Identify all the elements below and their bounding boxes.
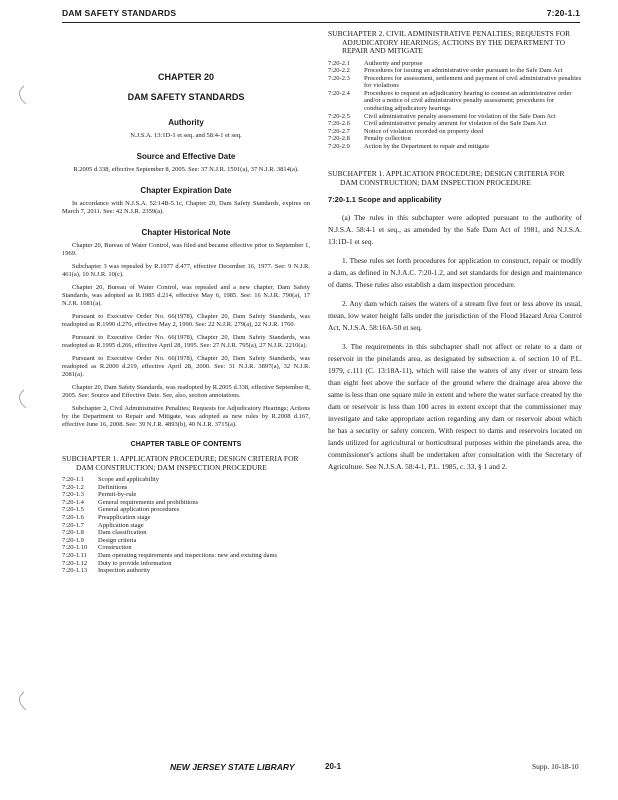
header-section-number: 7:20-1.1 xyxy=(546,8,580,18)
right-column xyxy=(328,30,582,480)
history-note: Subchapter 2, Civil Administrative Penalties; Requests for Adjudicatory Hearings; Actions by the Department to Repair and Mitigate, was adopted as new rules by R.2008 d.167, effective June 16, 2008. See: 39 N.J.R. 4893(b), 40 N.J.R. 3715(a). xyxy=(62,405,310,428)
toc-entry: 7:20-2.1 Authority and purpose xyxy=(328,59,423,67)
toc-entry: 7:20-2.6 Civil administrative penalty amount for violation of the Safe Dam Act xyxy=(328,120,547,128)
toc-subchapter-2-list xyxy=(328,60,582,151)
history-note: Subchapter 3 was repealed by R.1977 d.477, effective December 16, 1977. See: 9 N.J.R. 461(a), 10 N.J.R. 10(c). xyxy=(62,263,310,278)
toc-entry: 7:20-1.5 General application procedures xyxy=(62,506,180,514)
toc-entry: 7:20-1.7 Application stage xyxy=(62,521,144,529)
toc-entry: 7:20-2.4 Procedures to request an adjudicatory hearing to contest an administrative order and/or a notice of civil administrative penalty assessment; procedures for conducting adjudicatory hearings xyxy=(328,89,572,113)
subchapter-1-heading: SUBCHAPTER 1. APPLICATION PROCEDURE; DESIGN CRITERIA FOR DAM CONSTRUCTION; DAM INSPECTION PROCEDURE xyxy=(328,168,565,187)
header-title: DAM SAFETY STANDARDS xyxy=(62,8,177,18)
binder-hole-mark-icon xyxy=(10,388,36,410)
toc-entry: 7:20-1.9 Design criteria xyxy=(62,536,137,544)
page-number: 20-1 xyxy=(325,762,342,771)
toc-entry: 7:20-2.8 Penalty collection xyxy=(328,135,411,143)
body-paragraph: 1. These rules set forth procedures for application to construct, repair or modify a dam, as defined in N.J.A.C. 7:20-1.2, and set standards for design and maintenance of dams. These rules also establish a dam inspection procedure. xyxy=(328,255,582,289)
toc-subchapter-1-list xyxy=(62,476,310,575)
section-heading: 7:20-1.1 Scope and applicability xyxy=(328,194,442,204)
toc-entry: 7:20-1.6 Preapplication stage xyxy=(62,513,151,521)
toc-entry: 7:20-1.13 Inspection authority xyxy=(62,567,151,575)
history-note: Chapter 20, Bureau of Water Control, was filed and became effective prior to September 1, 1969. xyxy=(62,242,310,257)
chapter-number: CHAPTER 20 xyxy=(157,72,214,82)
expiration-text: In accordance with N.J.S.A. 52:14B-5.1c, Chapter 20, Dam Safety Standards, expires on March 7, 2011. See: 42 N.J.R. 2359(a). xyxy=(62,200,310,215)
toc-entry: 7:20-2.3 Procedures for assessment, settlement and payment of civil administrative penalties for violations xyxy=(328,74,582,90)
body-paragraph: (a) The rules in this subchapter were adopted pursuant to the authority of N.J.S.A. 58:4-1 et seq., as amended by the Safe Dam Act of 1981, and N.J.S.A. 13:1D-1 et seq. xyxy=(328,212,582,246)
body-paragraph: 3. The requirements in this subchapter shall not affect or relate to a dam or reservoir in the pinelands area, as designated by subsection a. of section 10 of P.L. 1979, c.111 (C. 13:18A-11), which will raise the waters of any river or stream less than eight feet above the surface of the ground where the drainage area above the same is less than one square mile in extent and where the water surface created by the dam or reservoir is less than 100 acres in extent except that the commissioner may investigate and take appropriate action regarding any dam or reservoir about which he has a security or safety concern. With respect to dams and reservoirs located on lands utilized for agricultural or horticultural purposes within the pinelands area, the commissioner's actions shall be undertaken after consultation with the Secretary of Agriculture. See N.J.S.A. 58:4-1, P.L. 1985, c. 33, § 1 and 2. xyxy=(328,341,582,471)
toc-entry: 7:20-1.10 Construction xyxy=(62,544,132,552)
history-note: Chapter 20, Dam Safety Standards, was readopted by R.2005 d.338, effective September 8, 2005. See: Source and Effective Date. See, also, section annotations. xyxy=(62,384,310,399)
toc-entry: 7:20-1.11 Dam operating requirements and inspections: new and existing dams xyxy=(62,551,278,559)
toc-entry: 7:20-1.8 Dam classification xyxy=(62,529,147,537)
history-note: Chapter 20, Bureau of Water Control, was repealed and a new chapter, Dam Safety Standards, was adopted as R.1985 d.214, effective May 6, 1985. See: 16 N.J.R. 790(a), 17 N.J.R. 1081(a). xyxy=(62,284,310,307)
toc-entry: 7:20-1.12 Duty to provide information xyxy=(62,559,172,567)
library-stamp: NEW JERSEY STATE LIBRARY xyxy=(170,762,295,772)
toc-entry: 7:20-1.4 General requirements and prohibitions xyxy=(62,498,199,506)
authority-text: N.J.S.A. 13:1D-1 et seq. and 58:4-1 et seq. xyxy=(130,132,242,139)
toc-heading: CHAPTER TABLE OF CONTENTS xyxy=(130,441,242,448)
binder-hole-mark-icon xyxy=(10,690,36,712)
source-text: R.2005 d.338, effective September 8, 2005. See: 37 N.J.R. 1591(a), 37 N.J.R. 3814(a). xyxy=(73,166,299,173)
chapter-title: DAM SAFETY STANDARDS xyxy=(127,92,245,102)
header-rule xyxy=(62,22,580,23)
body-paragraph: 2. Any dam which raises the waters of a stream five feet or less above its usual, mean, low water height falls under the jurisdiction of the Flood Hazard Area Control Act, N.J.S.A. 58:16A-50 et seq. xyxy=(328,298,582,332)
toc-entry: 7:20-2.2 Procedures for issuing an administrative order pursuant to the Safe Dam Act xyxy=(328,67,563,75)
supplement-date: Supp. 10-18-10 xyxy=(532,762,579,771)
toc-entry: 7:20-2.7 Notice of violation recorded on property deed xyxy=(328,127,484,135)
history-note: Pursuant to Executive Order No. 66(1978), Chapter 20, Dam Safety Standards, was readopted as R.2000 d.219, effective April 28, 2000. See: 31 N.J.R. 3897(a), 32 N.J.R. 2081(a). xyxy=(62,355,310,378)
running-header xyxy=(62,8,580,22)
toc-entry: 7:20-1.1 Scope and applicability xyxy=(62,476,160,483)
authority-heading: Authority xyxy=(168,118,204,127)
history-heading: Chapter Historical Note xyxy=(141,228,231,237)
expiration-heading: Chapter Expiration Date xyxy=(140,186,232,195)
toc-entry: 7:20-1.3 Permit-by-rule xyxy=(62,491,137,499)
binder-hole-mark-icon xyxy=(10,84,36,106)
history-note: Pursuant to Executive Order No. 66(1978), Chapter 20, Dam Safety Standards, was readopted as R.1995 d.266, effective April 28, 1995. See: 27 N.J.R. 795(a), 27 N.J.R. 2210(a). xyxy=(62,334,310,349)
toc-entry: 7:20-2.5 Civil administrative penalty assessment for violation of the Safe Dam Act xyxy=(328,112,556,120)
toc-entry: 7:20-1.2 Definitions xyxy=(62,483,128,491)
toc-subchapter-1-title: SUBCHAPTER 1. APPLICATION PROCEDURE; DESIGN CRITERIA FOR DAM CONSTRUCTION; DAM INSPECTION PROCEDURE xyxy=(62,454,299,472)
toc-subchapter-2-title: SUBCHAPTER 2. CIVIL ADMINISTRATIVE PENALTIES; REQUESTS FOR ADJUDICATORY HEARINGS; ACTIONS BY THE DEPARTMENT TO REPAIR AND MITIGATE xyxy=(328,29,571,55)
history-note: Pursuant to Executive Order No. 66(1978), Chapter 20, Dam Safety Standards, was readopted as R.1990 d.276, effective May 2, 1990. See: 22 N.J.R. 279(a), 22 N.J.R. 1760. xyxy=(62,313,310,328)
toc-entry: 7:20-2.9 Action by the Department to repair and mitigate xyxy=(328,143,490,151)
source-heading: Source and Effective Date xyxy=(136,152,236,161)
left-column xyxy=(62,72,310,575)
